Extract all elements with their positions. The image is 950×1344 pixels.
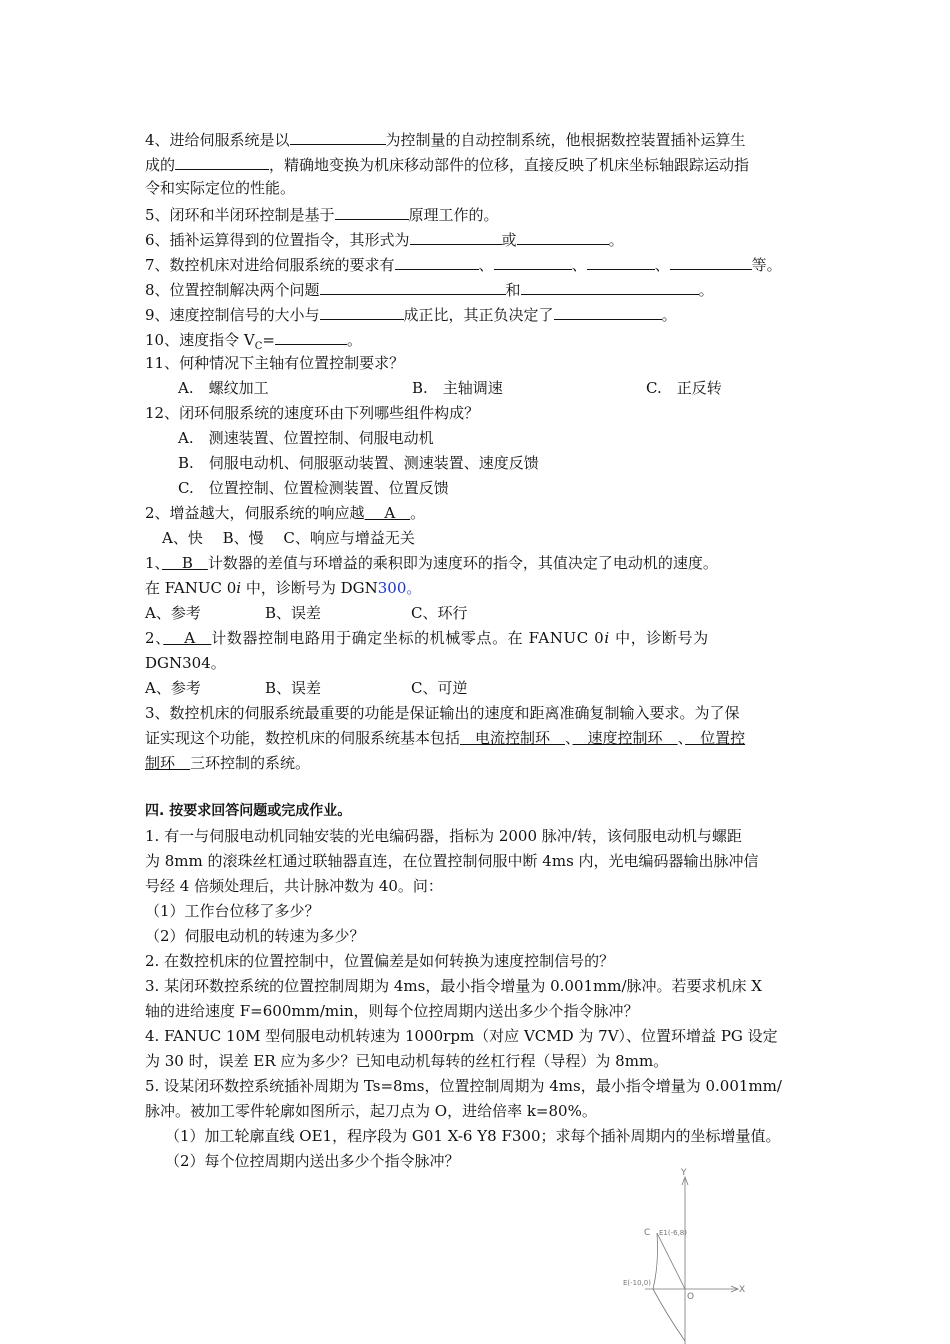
- document-page: 4、进给伺服系统是以 为控制量的自动控制系统，他根据数控装置插补运算生 成的 ，精确地变换为机床移动部件的位移，直接反映了机床坐标轴跟踪运动指 令和实际定位的性能。 5、闭环和半闭环控制是基于 原理工作的。 6、插补运算得到的位置指令，其形式为 或 。 7、数控机床对进给伺服系统的要求有 、 、 、 等。 8、位置控制解决两个问题 和 。 9、速度控制信号的大小与 成正比，其正负决定了 。 10、速度指令 $V_C=$ 。 11、何种情况下主轴有位置控制要求？ A. 螺纹加工 B. 主轴调速 C. 正反转 12、闭环伺服系统的速度环由下列哪些组件构成？ A. 测速装置、位置控制、伺服电动机 B. 伺服电动机、伺服驱动装置、测速装置、速度反馈 C. 位置控制、位置检测装置、位置反馈 2、增益越大，伺服系统的响应越 A 。 A、快 B、慢 C、响应与增益无关 1、 B 计数器的差值与环增益的乘积即为速度环的指令，其值决定了电动机的速度。 在 FANUC 0i 中，诊断号为 DGN300。 A、参考 B、误差 C、环行 2、 A 计数器控制电路用于确定坐标的机械零点。在 FANUC 0i 中，诊断号为 DGN304。 A、参考 B、误差 C、可逆 3、数控机床的伺服系统最重要的功能是保证输出的速度和距离准确复制输入要求。为了保 证实现这个功能，数控机床的伺服系统基本包括 电流控制环 、 速度控制环 、 位置控 制环 三环控制的系统。 四. 按要求回答问题或完成作业。 1. 有一与伺服电动机同轴安装的光电编码器，指标为 2000 脉冲/转，该伺服电动机与螺距 为 8mm 的滚珠丝杠通过联轴器直连，在位置控制伺服中断 4ms 内，光电编码器输出脉冲信 号经 4 倍频处理后，共计脉冲数为 40。问： （1）工作台位移了多少？ （2）伺服电动机的转速为多少？ 2. 在数控机床的位置控制中，位置偏差是如何转换为速度控制信号的？ 3. 某闭环数控系统的位置控制周期为 4ms，最小指令增量为 0.001mm/脉冲。若要求机床 X 轴的进给速度 F=600mm/min，则每个位控周期内送出多少个指令脉冲？ 4. FANUC 10M 型伺服电动机转速为 1000rpm（对应 VCMD 为 7V）、位置环增益 PG 设定 为 30 时，误差 ER 应为多少？已知电动机每转的丝杠行程（导程）为 8mm。 5. 设某闭环数控系统插补周期为 Ts=8ms，位置控制周期为 4ms，最小指令增量为 0.001mm/ 脉冲。被加工零件轮廓如图所示，起刀点为 O，进给倍率 k=80%。 （1）加工轮廓直线 OE1，程序段为 G01 X-6 Y8 F300；求每个插补周期内的坐标增量值。 （2）每个位控周期内送出多少个指令脉冲？ Y X O C E1(-6,8) E(-10,0): [0, 0, 950, 1344]
- line-oe1: [657, 1233, 685, 1289]
- s4-p1-sub2: （2）伺服电动机的转速为多少？: [145, 927, 365, 945]
- answer: 制环: [145, 754, 191, 772]
- blank: [554, 303, 662, 320]
- blank: [517, 228, 609, 245]
- blank: [410, 228, 502, 245]
- q12-option-a: A. 测速装置、位置控制、伺服电动机: [178, 429, 434, 447]
- blank: [175, 153, 269, 170]
- q4-line3: 令和实际定位的性能。: [145, 179, 296, 197]
- q10-line: 10、速度指令 $V_C=$ 。: [145, 328, 807, 357]
- answer: A: [163, 629, 212, 647]
- s4-p3-line2: 轴的进给速度 F=600mm/min，则每个位控周期内送出多少个指令脉冲？: [145, 1002, 639, 1020]
- answer: 位置控: [685, 729, 746, 747]
- answer: A: [364, 504, 411, 522]
- blank: [670, 253, 752, 270]
- c1-line1: 1、 B 计数器的差值与环增益的乘积即为速度环的指令，其值决定了电动机的速度。: [145, 554, 718, 572]
- c3-line1: 3、数控机床的伺服系统最重要的功能是保证输出的速度和距离准确复制输入要求。为了保: [145, 704, 740, 722]
- answer: 速度控制环: [572, 729, 678, 747]
- x-axis-label: X: [739, 1285, 746, 1295]
- blank: [521, 278, 699, 295]
- s4-p5-line2: 脉冲。被加工零件轮廓如图所示，起刀点为 O，进给倍率 k=80%。: [145, 1102, 597, 1120]
- s4-p1-sub1: （1）工作台位移了多少？: [145, 902, 320, 920]
- gain-options: A、快 B、慢 C、响应与增益无关: [162, 529, 415, 547]
- q7-line: 7、数控机床对进给伺服系统的要求有 、 、 、 等。: [145, 253, 807, 275]
- q12-option-b: B. 伺服电动机、伺服驱动装置、测速装置、速度反馈: [178, 454, 539, 472]
- q12-option-c: C. 位置控制、位置检测装置、位置反馈: [178, 479, 449, 497]
- q4-line1: 4、进给伺服系统是以 为控制量的自动控制系统，他根据数控装置插补运算生: [145, 128, 807, 150]
- section-title: 四. 按要求回答问题或完成作业。: [145, 803, 352, 819]
- origin-label: O: [687, 1292, 695, 1302]
- c2-line1: 2、 A 计数器控制电路用于确定坐标的机械零点。在 FANUC 0i 中，诊断号为: [145, 629, 709, 647]
- blank: [320, 303, 404, 320]
- q8-line: 8、位置控制解决两个问题 和 。: [145, 278, 807, 300]
- s4-p5-sub2: （2）每个位控周期内送出多少个指令脉冲？: [165, 1152, 460, 1170]
- point-e1-label: E1(-6,8): [659, 1229, 687, 1237]
- s4-p5-sub1: （1）加工轮廓直线 OE1，程序段为 G01 X-6 Y8 F300；求每个插补周期内的坐标增量值。: [165, 1127, 781, 1145]
- q6-line: 6、插补运算得到的位置指令，其形式为 或 。: [145, 228, 807, 250]
- point-c-label: C: [644, 1228, 651, 1238]
- c2-line2: DGN304。: [145, 654, 226, 672]
- blank: [494, 253, 572, 270]
- blank: [275, 328, 347, 345]
- point-e-label: E(-10,0): [623, 1279, 651, 1287]
- arc-lower: [653, 1289, 685, 1341]
- blank: [335, 203, 409, 220]
- blank: [587, 253, 655, 270]
- c1-line2: 在 FANUC 0i 中，诊断号为 DGN300。: [145, 579, 422, 597]
- blank: [290, 128, 386, 145]
- q5-line: 5、闭环和半闭环控制是基于 原理工作的。: [145, 203, 807, 225]
- answer: B: [162, 554, 208, 572]
- q4-line2: 成的 ，精确地变换为机床移动部件的位移，直接反映了机床坐标轴跟踪运动指: [145, 153, 807, 175]
- s4-p1-line3: 号经 4 倍频处理后，共计脉冲数为 40。问：: [145, 877, 443, 895]
- s4-p2: 2. 在数控机床的位置控制中，位置偏差是如何转换为速度控制信号的？: [145, 952, 615, 970]
- blank: [320, 278, 506, 295]
- q11-question: 11、何种情况下主轴有位置控制要求？: [145, 354, 405, 372]
- arc-e1-e: [653, 1233, 658, 1289]
- s4-p5-line1: 5. 设某闭环数控系统插补周期为 Ts=8ms，位置控制周期为 4ms，最小指令增量为 0.001mm/: [145, 1077, 782, 1095]
- q9-line: 9、速度控制信号的大小与 成正比，其正负决定了 。: [145, 303, 807, 325]
- s4-p4-line2: 为 30 时，误差 ER 应为多少？已知电动机每转的丝杠行程（导程）为 8mm。: [145, 1052, 669, 1070]
- gain-question: 2、增益越大，伺服系统的响应越 A 。: [145, 504, 426, 522]
- blank: [395, 253, 479, 270]
- c3-line3: 制环 三环控制的系统。: [145, 754, 311, 772]
- answer: 电流控制环: [460, 729, 566, 747]
- s4-p1-line1: 1. 有一与伺服电动机同轴安装的光电编码器，指标为 2000 脉冲/转，该伺服电动机与螺距: [145, 827, 742, 845]
- q12-question: 12、闭环伺服系统的速度环由下列哪些组件构成？: [145, 404, 480, 422]
- contour-figure: [615, 1165, 750, 1344]
- y-axis-label: Y: [681, 1168, 687, 1178]
- c3-line2: 证实现这个功能，数控机床的伺服系统基本包括 电流控制环 、 速度控制环 、 位置控: [145, 729, 746, 747]
- s4-p4-line1: 4. FANUC 10M 型伺服电动机转速为 1000rpm（对应 VCMD 为 7V）、位置环增益 PG 设定: [145, 1027, 778, 1045]
- s4-p1-line2: 为 8mm 的滚珠丝杠通过联轴器直连，在位置控制伺服中断 4ms 内，光电编码器输出脉冲信: [145, 852, 759, 870]
- s4-p3-line1: 3. 某闭环数控系统的位置控制周期为 4ms，最小指令增量为 0.001mm/脉冲。若要求机床 X: [145, 977, 762, 995]
